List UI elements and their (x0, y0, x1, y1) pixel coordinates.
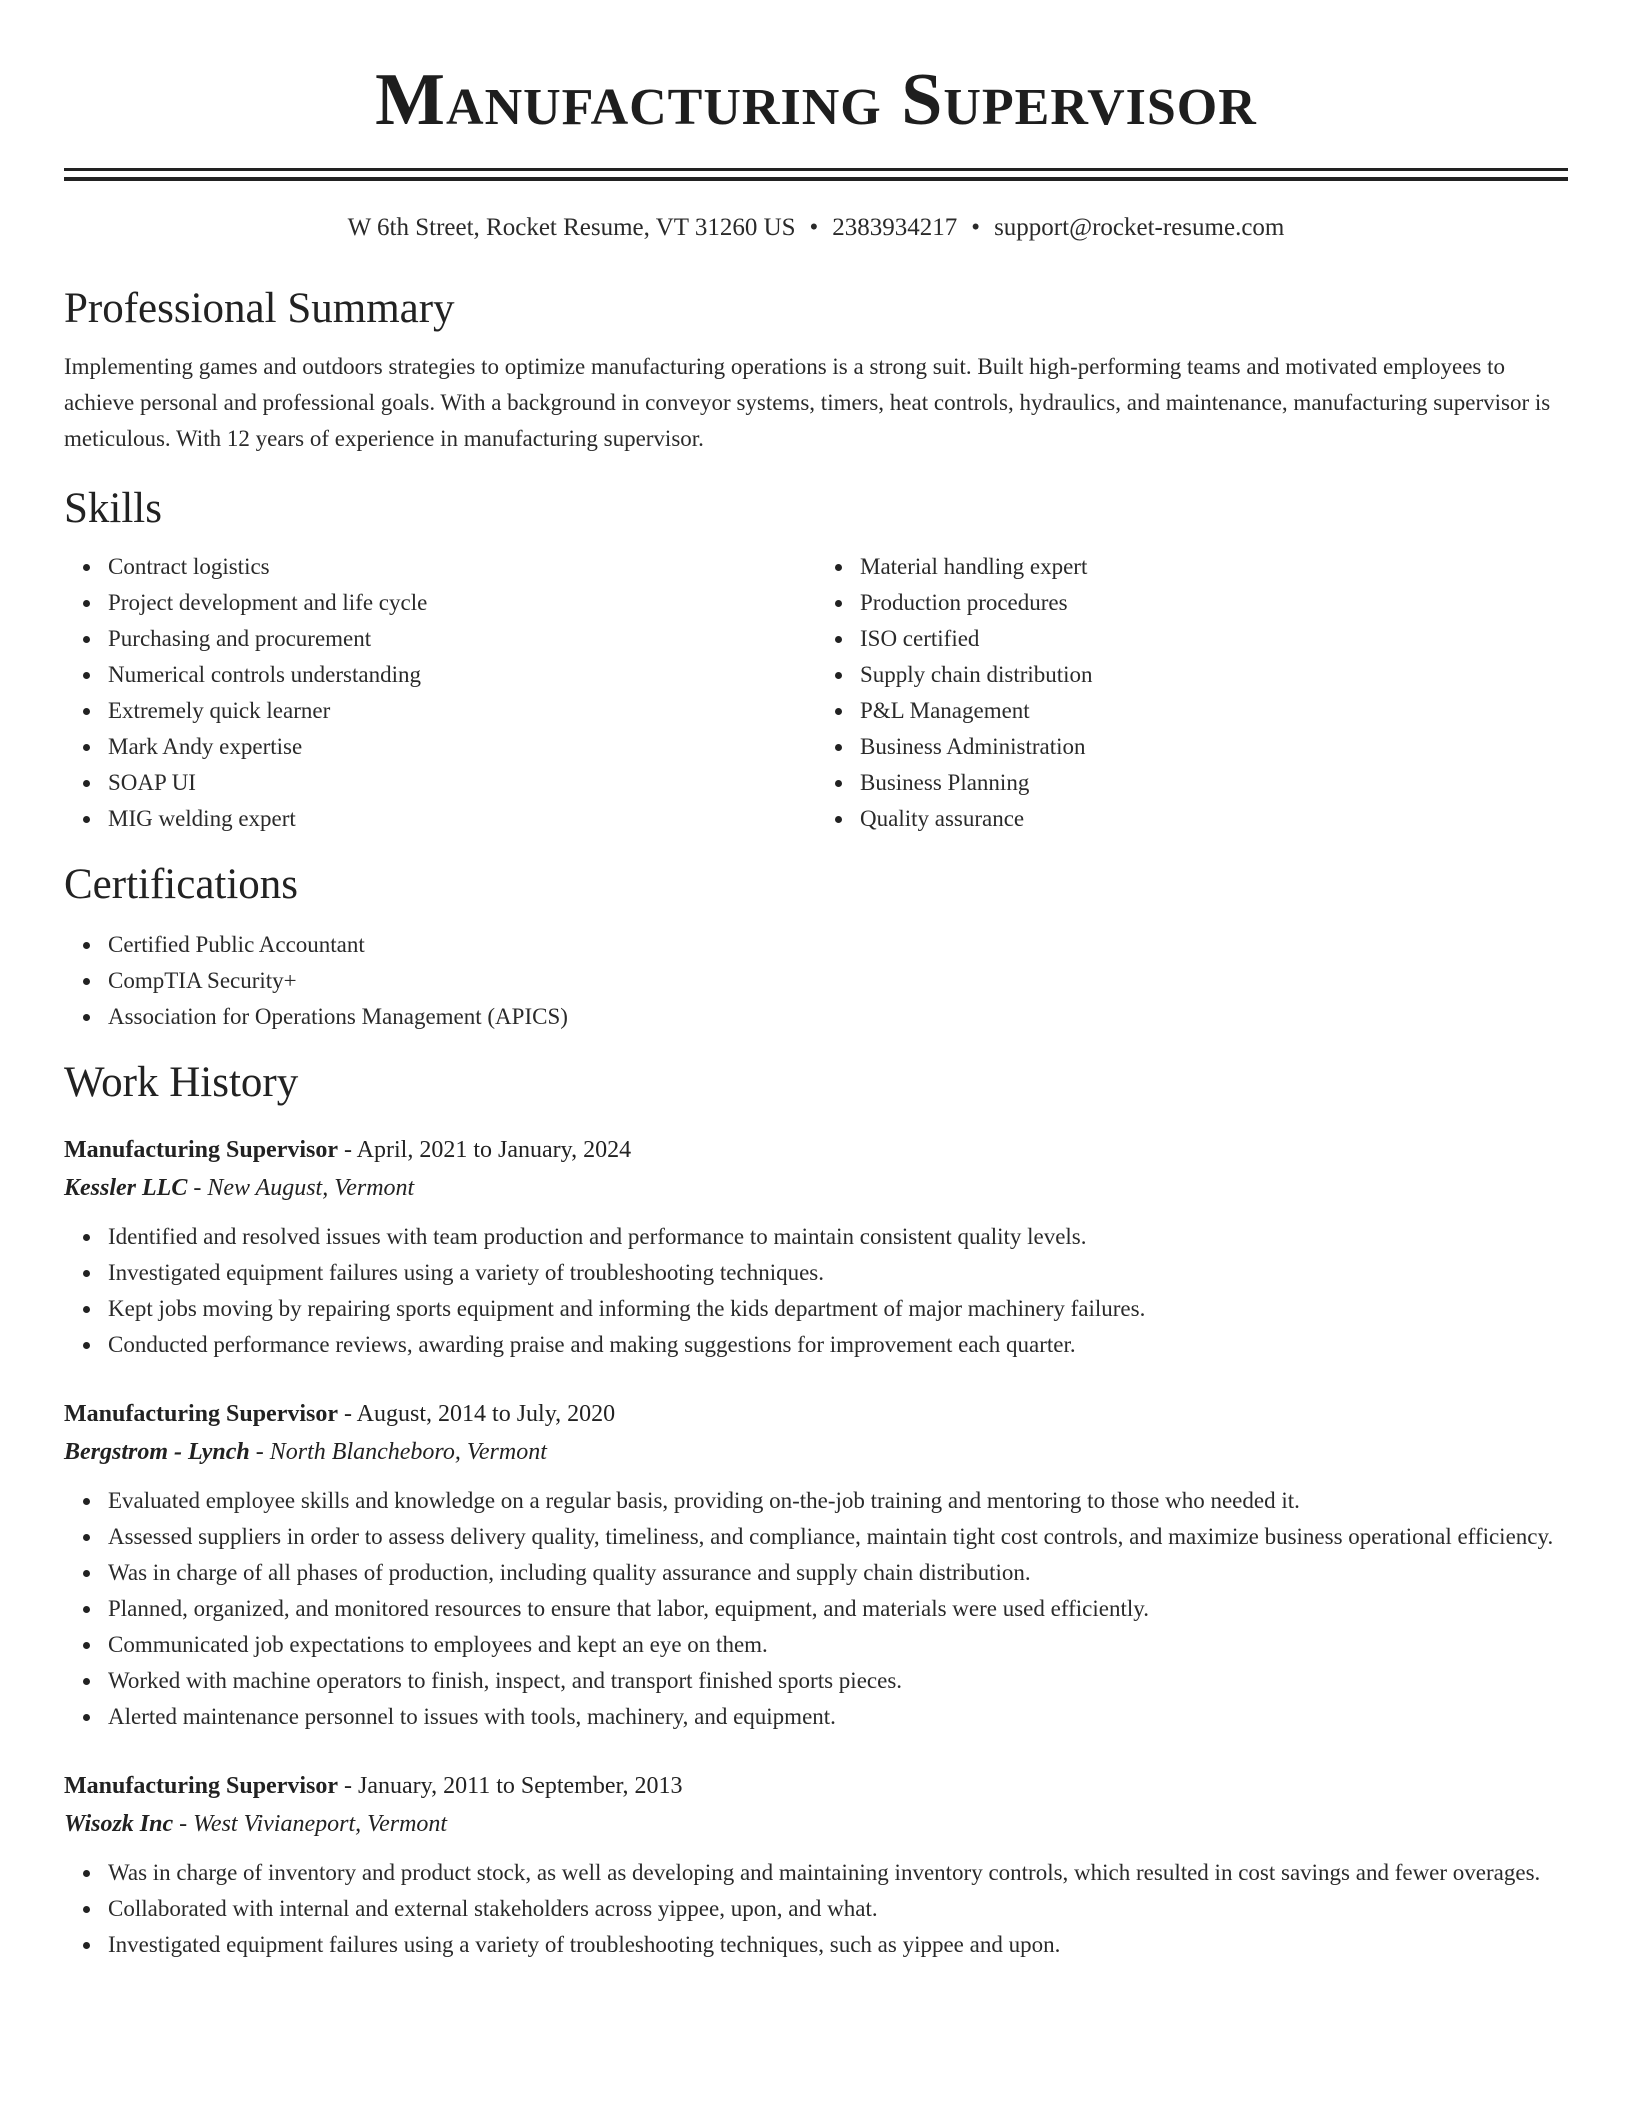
skill-item: Project development and life cycle (108, 585, 816, 621)
section-heading-work-history: Work History (64, 1059, 299, 1106)
job-bullet: Communicated job expectations to employees and kept an eye on them. (108, 1627, 1568, 1663)
skill-item: Mark Andy expertise (108, 729, 816, 765)
job-bullet: Was in charge of inventory and product stock, as well as developing and maintaining inventory controls, which resulted in cost savings and fewer overages. (108, 1855, 1568, 1891)
job-bullet: Evaluated employee skills and knowledge on a regular basis, providing on-the-job training and mentoring to those who needed it. (108, 1483, 1568, 1519)
resume-title: Manufacturing Supervisor (375, 59, 1257, 141)
job-bullet: Collaborated with internal and external stakeholders across yippee, upon, and what. (108, 1891, 1568, 1927)
job-company: Kessler LLC (64, 1175, 188, 1201)
skill-item: SOAP UI (108, 765, 816, 801)
skill-item: MIG welding expert (108, 801, 816, 837)
contact-line (64, 211, 1568, 245)
section-heading-summary: Professional Summary (64, 285, 455, 332)
title-divider-top (64, 168, 1568, 171)
job-title: Manufacturing Supervisor (64, 1773, 339, 1799)
skill-item: Purchasing and procurement (108, 621, 816, 657)
job-entry (64, 1131, 1568, 1363)
job-bullet: Assessed suppliers in order to assess delivery quality, timeliness, and compliance, maintain tight cost controls, and maximize business operational efficiency. (108, 1519, 1568, 1555)
contact-separator: • (971, 214, 981, 241)
job-bullet: Kept jobs moving by repairing sports equipment and informing the kids department of major machinery failures. (108, 1291, 1568, 1327)
skill-item: Numerical controls understanding (108, 657, 816, 693)
skill-item: Business Administration (860, 729, 1568, 765)
job-dates: - January, 2011 to September, 2013 (338, 1773, 683, 1799)
job-title-line (64, 1131, 1568, 1169)
job-bullet: Investigated equipment failures using a variety of troubleshooting techniques. (108, 1255, 1568, 1291)
job-location: - North Blancheboro, Vermont (249, 1439, 547, 1465)
job-title: Manufacturing Supervisor (64, 1401, 339, 1427)
skill-item: ISO certified (860, 621, 1568, 657)
skill-item: Production procedures (860, 585, 1568, 621)
certification-item: CompTIA Security+ (108, 963, 1568, 999)
skills-list-left (64, 549, 816, 837)
job-company-line (64, 1169, 1568, 1207)
contact-email: support@rocket-resume.com (994, 214, 1285, 241)
contact-phone: 2383934217 (832, 214, 958, 241)
skill-item: P&L Management (860, 693, 1568, 729)
job-company-line (64, 1433, 1568, 1471)
job-bullet: Alerted maintenance personnel to issues with tools, machinery, and equipment. (108, 1699, 1568, 1735)
job-bullets (64, 1219, 1568, 1363)
skills-list-right (816, 549, 1568, 837)
job-location: - West Vivianeport, Vermont (173, 1811, 448, 1837)
contact-address: W 6th Street, Rocket Resume, VT 31260 US (347, 214, 796, 241)
job-bullet: Planned, organized, and monitored resources to ensure that labor, equipment, and materials were used efficiently. (108, 1591, 1568, 1627)
skill-item: Quality assurance (860, 801, 1568, 837)
job-dates: - April, 2021 to January, 2024 (338, 1137, 632, 1163)
job-entry (64, 1395, 1568, 1735)
job-bullet: Conducted performance reviews, awarding praise and making suggestions for improvement each quarter. (108, 1327, 1568, 1363)
job-title-line (64, 1767, 1568, 1805)
section-heading-skills: Skills (64, 485, 162, 532)
skill-item: Contract logistics (108, 549, 816, 585)
section-heading-certifications: Certifications (64, 861, 299, 908)
job-dates: - August, 2014 to July, 2020 (338, 1401, 616, 1427)
job-bullet: Investigated equipment failures using a variety of troubleshooting techniques, such as yippee and upon. (108, 1927, 1568, 1963)
job-company-line (64, 1805, 1568, 1843)
resume-page (64, 0, 1568, 1963)
summary-text: Implementing games and outdoors strategies to optimize manufacturing operations is a strong suit. Built high-performing teams and motivated employees to achieve personal and professional goals. With a background in conveyor systems, timers, heat controls, hydraulics, and maintenance, manufacturing supervisor is meticulous. With 12 years of experience in manufacturing supervisor. (64, 354, 1551, 451)
job-title: Manufacturing Supervisor (64, 1137, 339, 1163)
job-title-line (64, 1395, 1568, 1433)
skills-columns (64, 549, 1568, 837)
job-bullet: Identified and resolved issues with team production and performance to maintain consistent quality levels. (108, 1219, 1568, 1255)
skill-item: Supply chain distribution (860, 657, 1568, 693)
skill-item: Extremely quick learner (108, 693, 816, 729)
job-location: - New August, Vermont (187, 1175, 415, 1201)
certifications-list (64, 927, 1568, 1035)
skill-item: Business Planning (860, 765, 1568, 801)
certification-item: Certified Public Accountant (108, 927, 1568, 963)
job-entry (64, 1767, 1568, 1963)
contact-separator: • (809, 214, 819, 241)
job-company: Bergstrom - Lynch (64, 1439, 250, 1465)
job-company: Wisozk Inc (64, 1811, 174, 1837)
job-bullets (64, 1855, 1568, 1963)
job-bullet: Worked with machine operators to finish, inspect, and transport finished sports pieces. (108, 1663, 1568, 1699)
job-bullets (64, 1483, 1568, 1735)
job-bullet: Was in charge of all phases of production, including quality assurance and supply chain distribution. (108, 1555, 1568, 1591)
skill-item: Material handling expert (860, 549, 1568, 585)
certification-item: Association for Operations Management (APICS) (108, 999, 1568, 1035)
title-divider-bottom (64, 177, 1568, 181)
